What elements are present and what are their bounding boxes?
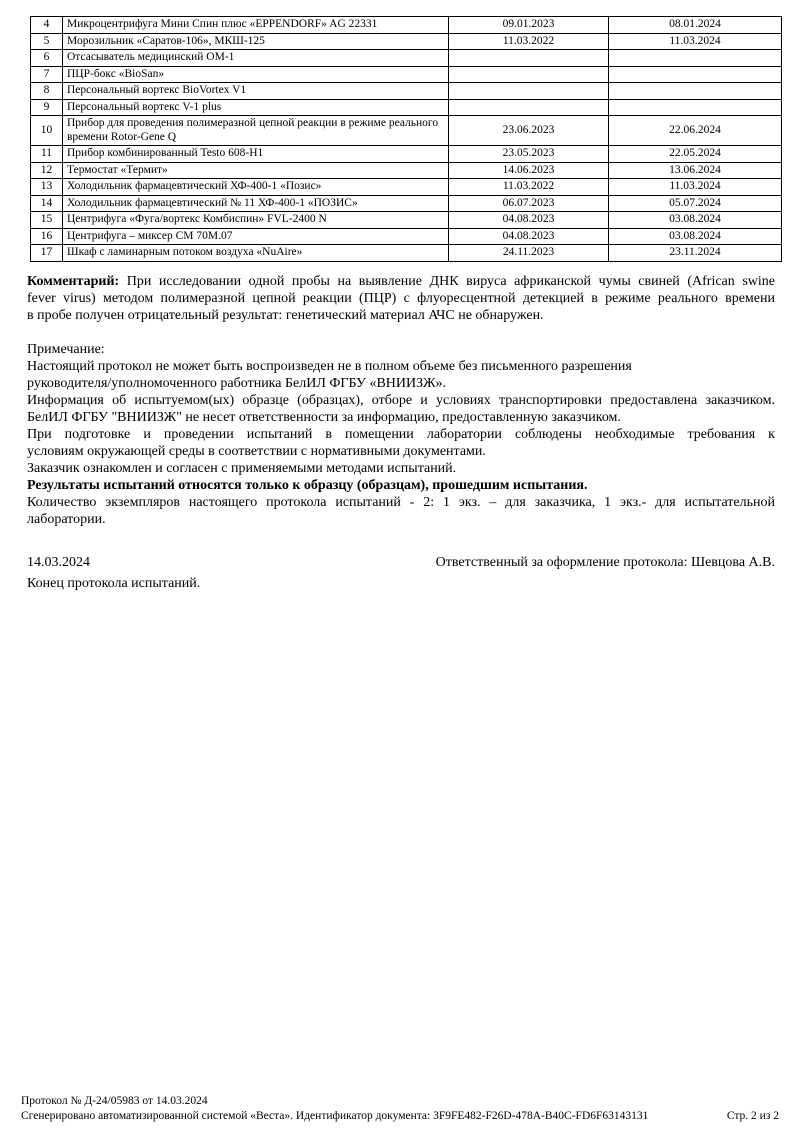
- valid-until-cell: 13.06.2024: [609, 162, 782, 179]
- equipment-name-cell: Центрифуга «Фуга/вортекс Комбиспин» FVL-2400 N: [63, 212, 449, 229]
- equipment-name-cell: Морозильник «Саратов-106», МКШ-125: [63, 33, 449, 50]
- equipment-name-cell: Отсасыватель медицинский ОМ-1: [63, 50, 449, 67]
- text-line: При подготовке и проведении испытаний в помещении лаборатории соблюдены необходимые требования к: [27, 426, 775, 442]
- row-number-cell: 6: [31, 50, 63, 67]
- table-row: [31, 195, 782, 212]
- calibration-date-cell: [449, 50, 609, 67]
- calibration-date-cell: 23.05.2023: [449, 146, 609, 163]
- table-row: [31, 99, 782, 116]
- table-row: [31, 17, 782, 34]
- equipment-name-cell: Микроцентрифуга Мини Спин плюс «EPPENDORF» AG 22331: [63, 17, 449, 34]
- equipment-name-cell: Холодильник фармацевтический ХФ-400-1 «Позис»: [63, 179, 449, 196]
- valid-until-cell: [609, 50, 782, 67]
- text-line: БелИЛ ФГБУ "ВНИИЗЖ" не несет ответственности за информацию, предоставленную заказчиком.: [27, 409, 621, 425]
- calibration-date-cell: 23.06.2023: [449, 116, 609, 146]
- row-number-cell: 5: [31, 33, 63, 50]
- table-row: [31, 146, 782, 163]
- text-line: Информация об испытуемом(ых) образце (образцах), отборе и условиях транспортировки предоставлена заказчиком.: [27, 392, 775, 408]
- end-of-protocol-line: Конец протокола испытаний.: [27, 575, 201, 591]
- table-row: [31, 212, 782, 229]
- table-row: [31, 66, 782, 83]
- signature-row: [27, 554, 775, 571]
- calibration-date-cell: 09.01.2023: [449, 17, 609, 34]
- table-row: [31, 50, 782, 67]
- comment-label: Комментарий:: [27, 273, 120, 289]
- calibration-date-cell: 04.08.2023: [449, 228, 609, 245]
- notes-section: [27, 341, 775, 528]
- table-row: [31, 179, 782, 196]
- valid-until-cell: 22.06.2024: [609, 116, 782, 146]
- text-line: условиям окружающей среды в соответствии с нормативными документами.: [27, 443, 486, 459]
- valid-until-cell: 11.03.2024: [609, 179, 782, 196]
- notes-title: Примечание:: [27, 341, 105, 357]
- notes-lines: [27, 358, 775, 528]
- comment-section: [27, 273, 775, 324]
- valid-until-cell: 03.08.2024: [609, 212, 782, 229]
- equipment-name-cell: Холодильник фармацевтический № 11 ХФ-400-1 «ПОЗИС»: [63, 195, 449, 212]
- equipment-name-cell: Шкаф с ламинарным потоком воздуха «NuAire»: [63, 245, 449, 262]
- calibration-date-cell: 11.03.2022: [449, 179, 609, 196]
- row-number-cell: 12: [31, 162, 63, 179]
- table-row: [31, 116, 782, 146]
- row-number-cell: 15: [31, 212, 63, 229]
- equipment-name-cell: Прибор для проведения полимеразной цепной реакции в режиме реального времени Rotor-Gene Q: [63, 116, 449, 146]
- table-row: [31, 245, 782, 262]
- footer-row: [21, 1109, 779, 1124]
- valid-until-cell: 03.08.2024: [609, 228, 782, 245]
- valid-until-cell: 08.01.2024: [609, 17, 782, 34]
- row-number-cell: 14: [31, 195, 63, 212]
- text-line: Заказчик ознакомлен и согласен с применяемыми методами испытаний.: [27, 460, 457, 476]
- text-line: в пробе получен отрицательный результат: генетический материал АЧС не обнаружен.: [27, 307, 544, 323]
- valid-until-cell: 22.05.2024: [609, 146, 782, 163]
- equipment-table: [30, 16, 782, 262]
- text-line: fever virus) методом полимеразной цепной реакции (ПЦР) с флуоресцентной детекцией в режиме реального времени: [27, 290, 775, 306]
- page-footer: [21, 1094, 779, 1124]
- calibration-date-cell: 06.07.2023: [449, 195, 609, 212]
- table-row: [31, 162, 782, 179]
- row-number-cell: 9: [31, 99, 63, 116]
- equipment-name-cell: Персональный вортекс BioVortex V1: [63, 83, 449, 100]
- equipment-name-cell: Термостат «Термит»: [63, 162, 449, 179]
- row-number-cell: 17: [31, 245, 63, 262]
- row-number-cell: 4: [31, 17, 63, 34]
- footer-generated-info: Сгенерировано автоматизированной системой «Веста». Идентификатор документа: 3F9FE482-F26D-478A-B40C-FD6F63143131: [21, 1110, 649, 1122]
- text-line: Комментарий: При исследовании одной пробы на выявление ДНК вируса африканской чумы свиней (African swine: [27, 273, 775, 289]
- calibration-date-cell: [449, 83, 609, 100]
- row-number-cell: 8: [31, 83, 63, 100]
- calibration-date-cell: 04.08.2023: [449, 212, 609, 229]
- calibration-date-cell: 24.11.2023: [449, 245, 609, 262]
- row-number-cell: 16: [31, 228, 63, 245]
- valid-until-cell: [609, 83, 782, 100]
- table-row: [31, 228, 782, 245]
- text-line: Результаты испытаний относятся только к образцу (образцам), прошедшим испытания.: [27, 477, 588, 493]
- footer-page-number: Стр. 2 из 2: [726, 1110, 779, 1122]
- text-line: лаборатории.: [27, 511, 106, 527]
- calibration-date-cell: [449, 99, 609, 116]
- equipment-table-body: [31, 17, 782, 262]
- footer-protocol-number: Протокол № Д-24/05983 от 14.03.2024: [21, 1095, 208, 1107]
- calibration-date-cell: 11.03.2022: [449, 33, 609, 50]
- valid-until-cell: [609, 99, 782, 116]
- protocol-date: 14.03.2024: [27, 554, 90, 570]
- equipment-name-cell: Прибор комбинированный Testo 608-Н1: [63, 146, 449, 163]
- equipment-name-cell: Персональный вортекс V-1 plus: [63, 99, 449, 116]
- row-number-cell: 11: [31, 146, 63, 163]
- row-number-cell: 10: [31, 116, 63, 146]
- text-line: Количество экземпляров настоящего протокола испытаний - 2: 1 экз. – для заказчика, 1 экз.- для испытательной: [27, 494, 775, 510]
- equipment-name-cell: Центрифуга – миксер СМ 70М.07: [63, 228, 449, 245]
- valid-until-cell: [609, 66, 782, 83]
- equipment-name-cell: ПЦР-бокс «BioSan»: [63, 66, 449, 83]
- valid-until-cell: 05.07.2024: [609, 195, 782, 212]
- row-number-cell: 7: [31, 66, 63, 83]
- table-row: [31, 33, 782, 50]
- responsible-person: Ответственный за оформление протокола: Шевцова А.В.: [435, 554, 775, 570]
- text-line: руководителя/уполномоченного работника БелИЛ ФГБУ «ВНИИЗЖ».: [27, 375, 446, 391]
- valid-until-cell: 23.11.2024: [609, 245, 782, 262]
- page-content: [27, 16, 775, 592]
- valid-until-cell: 11.03.2024: [609, 33, 782, 50]
- table-row: [31, 83, 782, 100]
- row-number-cell: 13: [31, 179, 63, 196]
- text-line: Настоящий протокол не может быть воспроизведен не в полном объеме без письменного разрешения: [27, 358, 632, 374]
- calibration-date-cell: 14.06.2023: [449, 162, 609, 179]
- calibration-date-cell: [449, 66, 609, 83]
